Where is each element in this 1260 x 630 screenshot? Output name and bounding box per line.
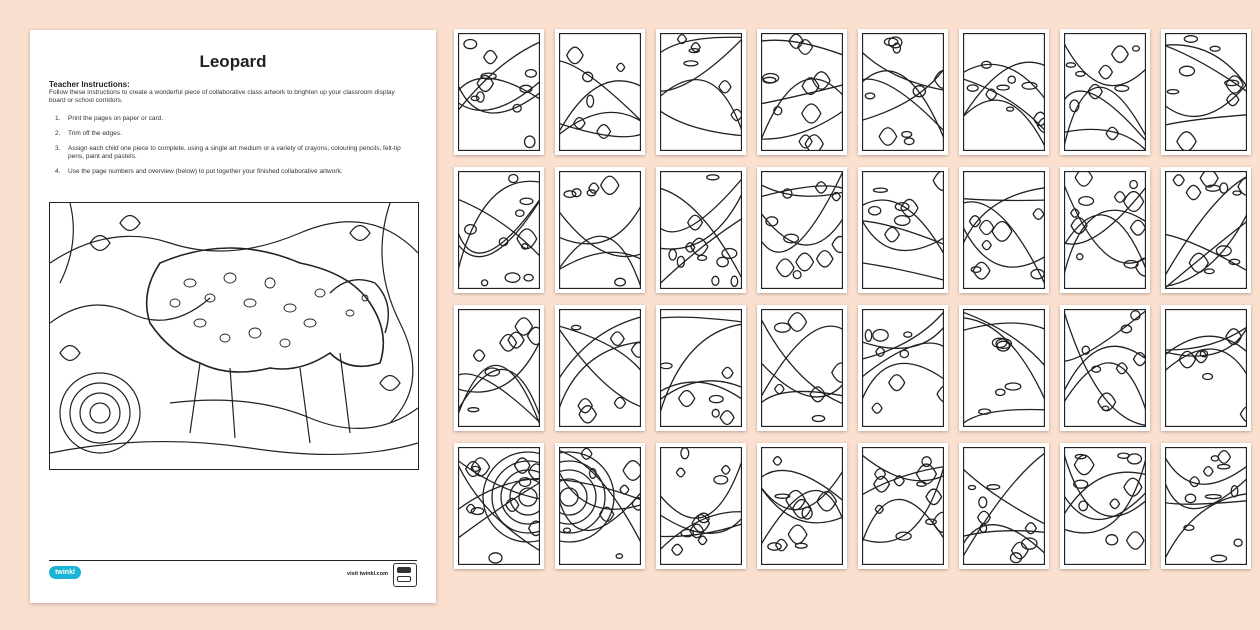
coloring-tile xyxy=(1161,29,1251,155)
tile-line-art xyxy=(559,33,641,151)
step-text: Use the page numbers and overview (below) to put together your finished collaborative artwork. xyxy=(68,168,343,175)
step-text: Assign each child one piece to complete, using a single art medium or a variety of crayons, colouring pencils, felt-tip pens, paint and pastels. xyxy=(68,145,401,160)
tile-line-art xyxy=(660,309,742,427)
tile-line-art xyxy=(963,33,1045,151)
tile-line-art xyxy=(862,309,944,427)
tile-line-art xyxy=(1064,309,1146,427)
quality-badge-icon xyxy=(393,563,417,587)
coloring-tile xyxy=(858,167,948,293)
coloring-tile xyxy=(555,443,645,569)
coloring-tile xyxy=(757,305,847,431)
tile-line-art xyxy=(458,447,540,565)
tile-line-art xyxy=(1165,309,1247,427)
coloring-tile xyxy=(858,29,948,155)
tile-line-art xyxy=(458,171,540,289)
instructions-intro: Follow these instructions to create a wonderful piece of collaborative class artwork to brighten up your classroom display board or school corridors. xyxy=(49,89,395,104)
tile-line-art xyxy=(862,447,944,565)
coloring-tile xyxy=(656,443,746,569)
instruction-steps xyxy=(55,115,405,183)
tile-line-art xyxy=(559,171,641,289)
tile-line-art xyxy=(660,171,742,289)
coloring-tile xyxy=(1161,305,1251,431)
step-number: 2. xyxy=(55,130,61,137)
footer-divider xyxy=(49,560,417,561)
tile-line-art xyxy=(1064,447,1146,565)
coloring-tile xyxy=(1060,29,1150,155)
coloring-tile xyxy=(1161,443,1251,569)
tile-line-art xyxy=(458,309,540,427)
coloring-tile xyxy=(757,29,847,155)
page-title: Leopard xyxy=(199,52,267,71)
tile-line-art xyxy=(1165,447,1247,565)
step-item xyxy=(55,130,405,138)
step-number: 3. xyxy=(55,145,61,152)
coloring-tile xyxy=(454,167,544,293)
step-item xyxy=(55,168,405,176)
coloring-tile xyxy=(959,305,1049,431)
tile-line-art xyxy=(862,33,944,151)
coloring-tile xyxy=(555,29,645,155)
tile-line-art xyxy=(862,171,944,289)
coloring-tile xyxy=(656,29,746,155)
tile-line-art xyxy=(761,447,843,565)
coloring-tile xyxy=(1060,167,1150,293)
tile-line-art xyxy=(1064,171,1146,289)
coloring-tile xyxy=(454,443,544,569)
tile-line-art xyxy=(963,447,1045,565)
coloring-tile xyxy=(858,305,948,431)
step-item xyxy=(55,145,405,161)
tile-line-art xyxy=(1165,171,1247,289)
tile-line-art xyxy=(660,447,742,565)
tile-line-art xyxy=(458,33,540,151)
coloring-tile xyxy=(454,29,544,155)
step-number: 1. xyxy=(55,115,61,122)
tile-line-art xyxy=(761,309,843,427)
coloring-tile xyxy=(555,167,645,293)
coloring-tile xyxy=(454,305,544,431)
step-text: Print the pages on paper or card. xyxy=(68,115,164,122)
step-number: 4. xyxy=(55,168,61,175)
coloring-tile xyxy=(555,305,645,431)
coloring-tile xyxy=(858,443,948,569)
twinkl-logo: twinkl xyxy=(49,566,81,579)
visit-link-text: visit twinkl.com xyxy=(347,571,388,577)
coloring-tile xyxy=(656,305,746,431)
tile-line-art xyxy=(963,171,1045,289)
coloring-tile xyxy=(959,29,1049,155)
leopard-overview-artwork xyxy=(49,202,419,470)
tile-line-art xyxy=(559,309,641,427)
tile-line-art xyxy=(660,33,742,151)
tile-line-art xyxy=(761,33,843,151)
tile-line-art xyxy=(559,447,641,565)
coloring-tile xyxy=(757,167,847,293)
tile-line-art xyxy=(1064,33,1146,151)
leopard-line-drawing xyxy=(50,203,418,469)
coloring-tile xyxy=(959,443,1049,569)
coloring-tile xyxy=(959,167,1049,293)
step-item xyxy=(55,115,405,123)
tile-line-art xyxy=(963,309,1045,427)
coloring-tile xyxy=(656,167,746,293)
tile-line-art xyxy=(1165,33,1247,151)
coloring-tile xyxy=(757,443,847,569)
coloring-tile xyxy=(1060,305,1150,431)
instructions-heading: Teacher Instructions: xyxy=(49,80,130,89)
coloring-tile xyxy=(1161,167,1251,293)
step-text: Trim off the edges. xyxy=(68,130,122,137)
instruction-sheet xyxy=(30,30,436,603)
tile-line-art xyxy=(761,171,843,289)
coloring-tile xyxy=(1060,443,1150,569)
